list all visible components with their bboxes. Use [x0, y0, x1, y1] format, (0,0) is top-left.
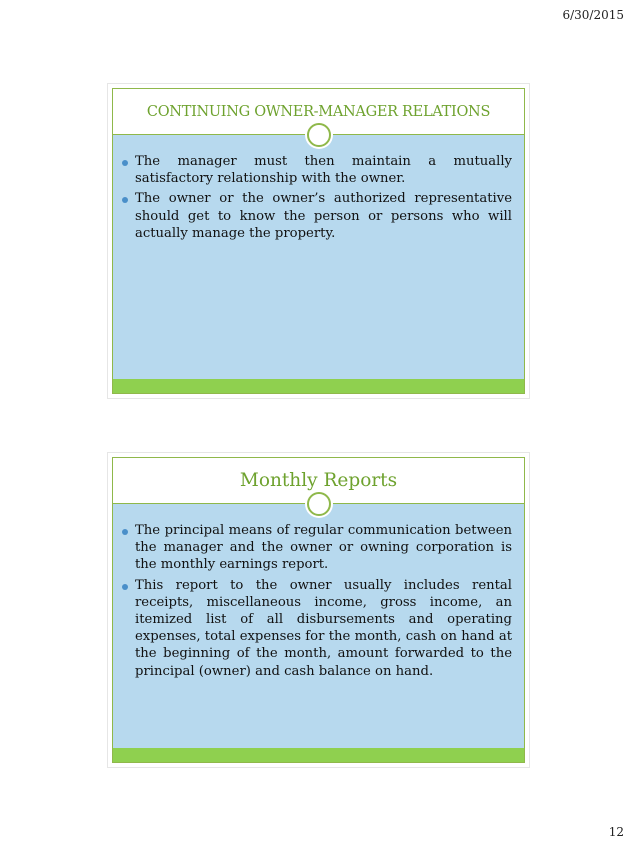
title-ring-icon: [307, 492, 331, 516]
slide-body: [113, 153, 524, 245]
bullet-item: [121, 577, 512, 680]
bullet-item: [121, 190, 512, 242]
slide-footer-bar: [113, 748, 524, 762]
bullet-text: The principal means of regular communication between the manager and the owner or owning corporation is the monthly earnings report.: [135, 523, 512, 573]
print-date: 6/30/2015: [562, 8, 624, 22]
bullet-dot-icon: [122, 197, 128, 203]
slide-title: CONTINUING OWNER-MANAGER RELATIONS: [113, 89, 524, 135]
slide-footer-bar: [113, 379, 524, 393]
bullet-item: [121, 522, 512, 574]
page-number: 12: [608, 825, 624, 839]
slide-monthly-reports: [112, 457, 525, 763]
bullet-text: The owner or the owner’s authorized representative should get to know the person or persons who will actually manage the property.: [135, 191, 512, 241]
slide-continuing-relations: [112, 88, 525, 394]
bullet-dot-icon: [122, 529, 128, 535]
title-ring-icon: [307, 123, 331, 147]
bullet-item: [121, 153, 512, 187]
bullet-dot-icon: [122, 584, 128, 590]
bullet-text: This report to the owner usually includes rental receipts, miscellaneous income, gross income, an itemized list of all disbursements and operating expenses, total expenses for the month, cash on hand at the beginning of the month, amount forwarded to the principal (owner) and cash balance on hand.: [135, 577, 512, 679]
bullet-dot-icon: [122, 160, 128, 166]
bullet-text: The manager must then maintain a mutually satisfactory relationship with the owner.: [135, 154, 512, 187]
slide-body: [113, 522, 524, 683]
slide-title: Monthly Reports: [113, 458, 524, 504]
